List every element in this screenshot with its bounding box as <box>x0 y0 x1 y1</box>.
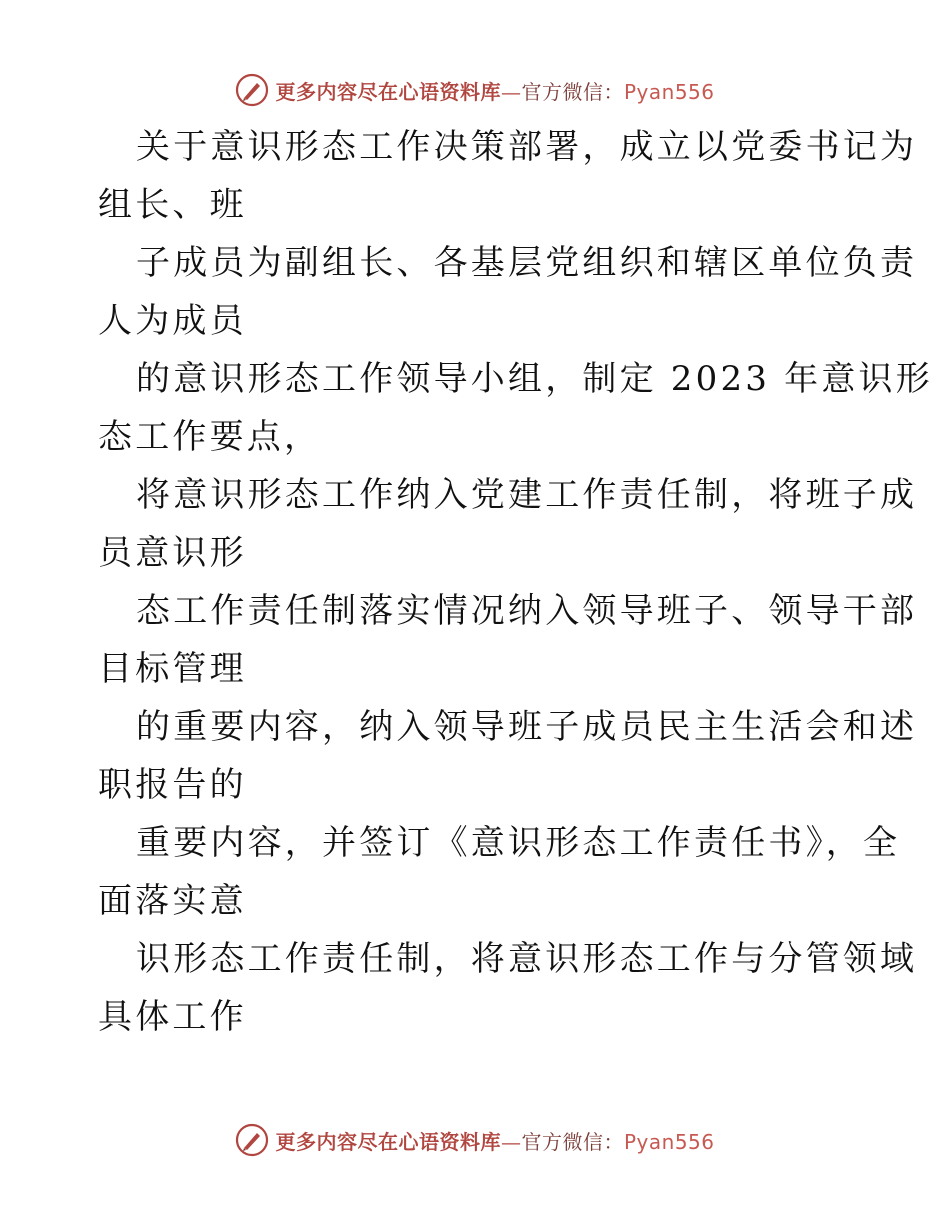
text-line: 人为成员 <box>98 301 247 341</box>
text-line: 将意识形态工作纳入党建工作责任制，将班子成 <box>136 475 918 515</box>
watermark-banner <box>235 1123 714 1157</box>
brand-text: 更多内容尽在心语资料库 <box>275 79 501 104</box>
wechat-label: 官方微信： <box>521 1129 624 1154</box>
wechat-label: 官方微信： <box>521 79 624 104</box>
page-footer-banner <box>0 1120 950 1160</box>
brand-text: 更多内容尽在心语资料库 <box>275 1129 501 1154</box>
text-line: 具体工作 <box>98 997 247 1037</box>
separator: — <box>500 79 522 104</box>
text-line: 识形态工作责任制，将意识形态工作与分管领域 <box>136 939 918 979</box>
text-line: 目标管理 <box>98 649 247 689</box>
wechat-id: Pyan556 <box>623 1129 715 1154</box>
page-header-banner <box>0 70 950 110</box>
watermark-banner <box>235 73 714 107</box>
text-line: 职报告的 <box>98 765 247 805</box>
separator: — <box>500 1129 522 1154</box>
text-line: 关于意识形态工作决策部署，成立以党委书记为 <box>136 127 918 167</box>
text-line: 态工作责任制落实情况纳入领导班子、领导干部 <box>136 591 918 631</box>
text-line: 重要内容，并签订《意识形态工作责任书》，全 <box>136 823 901 863</box>
text-line: 的意识形态工作领导小组，制定 2023 年意识形 <box>136 359 933 399</box>
document-body <box>98 118 933 1046</box>
pen-logo-icon <box>235 1123 269 1157</box>
text-line: 组长、班 <box>98 185 247 225</box>
text-line: 员意识形 <box>98 533 247 573</box>
text-line: 子成员为副组长、各基层党组织和辖区单位负责 <box>136 243 918 283</box>
text-line: 态工作要点， <box>98 417 322 457</box>
text-line: 的重要内容，纳入领导班子成员民主生活会和述 <box>136 707 918 747</box>
text-line: 面落实意 <box>98 881 247 921</box>
wechat-id: Pyan556 <box>623 79 715 104</box>
pen-logo-icon <box>235 73 269 107</box>
